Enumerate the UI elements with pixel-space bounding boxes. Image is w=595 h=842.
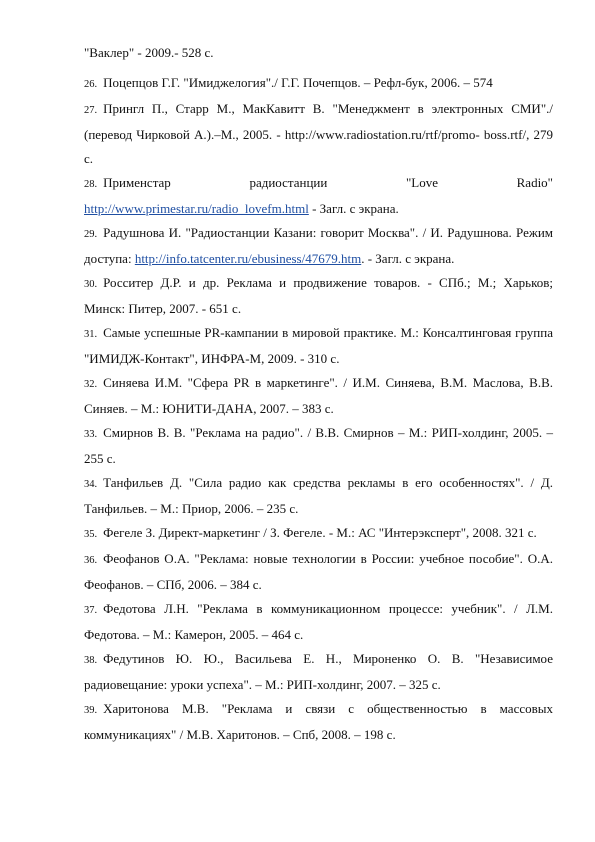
entry-number: 34. xyxy=(84,479,98,490)
bibliography-entries xyxy=(84,71,553,747)
entry-text: Танфильев Д. "Сила радио как средства рекламы в его особенностях". / Д. Танфильев. – М.: Приор, 2006. – 235 с. xyxy=(84,475,553,516)
bibliography-entry xyxy=(84,647,553,697)
entry-link[interactable]: http://info.tatcenter.ru/ebusiness/47679.htm xyxy=(134,251,362,266)
entry-text: Самые успешные PR-кампании в мировой практике. М.: Консалтинговая группа "ИМИДЖ-Контакт", ИНФРА-М, 2009. - 310 с. xyxy=(84,325,553,366)
bibliography-entry xyxy=(84,71,553,97)
entry-number: 35. xyxy=(84,529,98,540)
entry-text-after: . - Загл. с экрана. xyxy=(361,251,455,266)
entry-number: 39. xyxy=(84,705,98,716)
entry-number: 29. xyxy=(84,229,98,240)
entry-number: 33. xyxy=(84,429,98,440)
entry-text: Феофанов О.А. "Реклама: новые технологии в России: учебное пособие". О.А. Феофанов. – СПб, 2006. – 384 с. xyxy=(84,551,553,592)
bibliography-entry xyxy=(84,547,553,597)
entry-text: Применстар радиостанции "Love Radio" xyxy=(103,175,553,190)
entry-number: 26. xyxy=(84,79,98,90)
bibliography-list xyxy=(84,44,553,747)
bibliography-continuation: "Ваклер" - 2009.- 528 с. xyxy=(84,45,214,60)
entry-number: 38. xyxy=(84,655,98,666)
entry-link[interactable]: http://www.primestar.ru/radio_lovefm.html xyxy=(84,201,309,216)
bibliography-entry xyxy=(84,471,553,521)
entry-text: Прингл П., Старр М., МакКавитт В. "Менеджмент в электронных СМИ"./ (перевод Чирковой А.).–М., 2005. - http://www.radiostation.ru/rtf/promo- boss.rtf/, 279 с. xyxy=(84,101,553,166)
bibliography-entry xyxy=(84,597,553,647)
bibliography-entry xyxy=(84,97,553,171)
bibliography-entry xyxy=(84,221,553,271)
entry-number: 31. xyxy=(84,329,98,340)
entry-number: 37. xyxy=(84,605,98,616)
entry-number: 28. xyxy=(84,179,98,190)
entry-text: Росситер Д.Р. и др. Реклама и продвижение товаров. - СПб.; М.; Харьков; Минск: Питер, 2007. - 651 с. xyxy=(84,275,553,316)
bibliography-entry xyxy=(84,371,553,421)
entry-number: 36. xyxy=(84,555,98,566)
entry-text: Синяева И.М. "Сфера PR в маркетинге". / И.М. Синяева, В.М. Маслова, В.В. Синяев. – М.: ЮНИТИ-ДАНА, 2007. – 383 с. xyxy=(84,375,553,416)
bibliography-entry xyxy=(84,171,553,221)
entry-text: Смирнов В. В. "Реклама на радио". / В.В. Смирнов – М.: РИП-холдинг, 2005. – 255 с. xyxy=(84,425,553,466)
bibliography-entry xyxy=(84,321,553,371)
entry-text: Радушнова И. "Радиостанции Казани: говорит Москва". / И. Радушнова. Режим доступа: xyxy=(84,225,553,266)
entry-text: Поцепцов Г.Г. "Имиджелогия"./ Г.Г. Почепцов. – Рефл-бук, 2006. – 574 xyxy=(103,75,493,90)
entry-text: Фегеле З. Директ-маркетинг / З. Фегеле. - М.: АС "Интерэксперт", 2008. 321 с. xyxy=(103,525,537,540)
bibliography-entry xyxy=(84,271,553,321)
bibliography-entry xyxy=(84,697,553,747)
entry-text: Харитонова М.В. "Реклама и связи с общественностью в массовых коммуникациях" / М.В. Харитонов. – Спб, 2008. – 198 с. xyxy=(84,701,553,742)
entry-text-after: - Загл. с экрана. xyxy=(308,201,399,216)
bibliography-entry xyxy=(84,521,553,547)
entry-text: Федотова Л.Н. "Реклама в коммуникационном процессе: учебник". / Л.М. Федотова. – М.: Камерон, 2005. – 464 с. xyxy=(84,601,553,642)
entry-number: 27. xyxy=(84,105,98,116)
entry-text: Федутинов Ю. Ю., Васильева Е. Н., Мироненко О. В. "Независимое радиовещание: уроки успеха". – М.: РИП-холдинг, 2007. – 325 с. xyxy=(84,651,553,692)
entry-number: 32. xyxy=(84,379,98,390)
entry-number: 30. xyxy=(84,279,98,290)
bibliography-entry xyxy=(84,421,553,471)
